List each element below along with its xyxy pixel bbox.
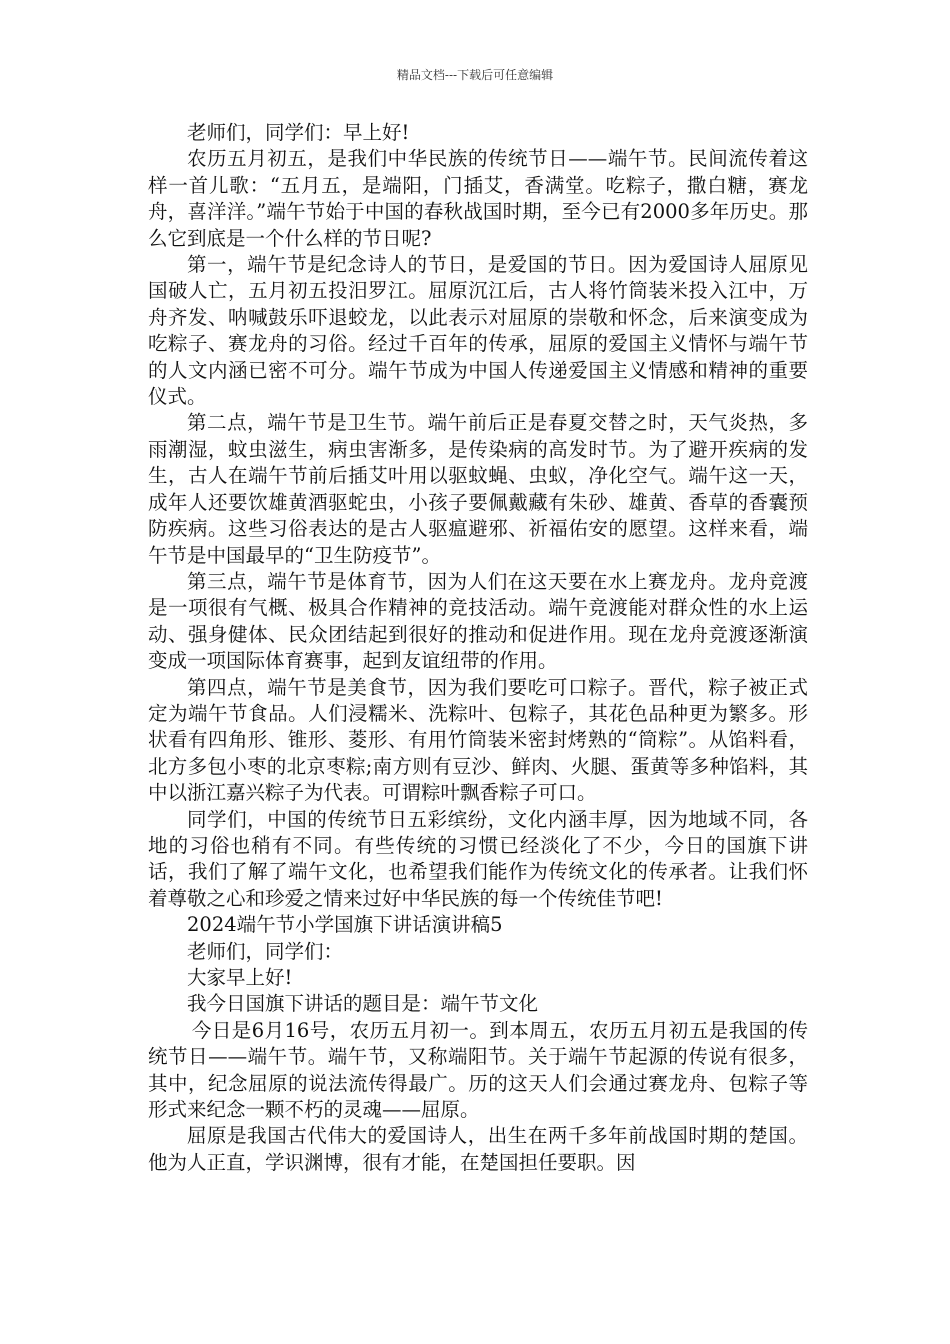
document-body — [148, 120, 808, 1176]
paragraph-intro: 农历五月初五，是我们中华民族的传统节日——端午节。民间流传着这样一首儿歌：“五月五，是端阳，门插艾，香满堂。吃粽子，撒白糖，赛龙舟，喜洋洋。”端午节始于中国的春秋战国时期，至今已有2000多年历史。那么它到底是一个什么样的节日呢? — [148, 147, 808, 250]
paragraph-date: 今日是6月16号，农历五月初一。到本周五，农历五月初五是我国的传统节日——端午节。端午节，又称端阳节。关于端午节起源的传说有很多，其中，纪念屈原的说法流传得最广。历的这天人们会通过赛龙舟、包粽子等形式来纪念一颗不朽的灵魂——屈原。 — [148, 1018, 808, 1122]
paragraph-point-three: 第三点，端午节是体育节，因为人们在这天要在水上赛龙舟。龙舟竞渡是一项很有气概、极具合作精神的竞技活动。端午竞渡能对群众性的水上运动、强身健体、民众团结起到很好的推动和促进作用。现在龙舟竞渡逐渐演变成一项国际体育赛事，起到友谊纽带的作用。 — [148, 569, 808, 673]
paragraph-point-four: 第四点，端午节是美食节，因为我们要吃可口粽子。晋代，粽子被正式定为端午节食品。人们浸糯米、洗粽叶、包粽子，其花色品种更为繁多。形状看有四角形、锥形、菱形、有用竹筒装米密封烤熟的“筒粽”。从馅料看，北方多包小枣的北京枣粽;南方则有豆沙、鲜肉、火腿、蛋黄等多种馅料，其中以浙江嘉兴粽子为代表。可谓粽叶飘香粽子可口。 — [148, 675, 808, 805]
page-header: 精品文档---下载后可任意编辑 — [396, 68, 554, 82]
paragraph-conclusion: 同学们，中国的传统节日五彩缤纷，文化内涵丰厚，因为地域不同，各地的习俗也稍有不同。有些传统的习惯已经淡化了不少，今日的国旗下讲话，我们了解了端午文化，也希望我们能作为传统文化的传承者。让我们怀着尊敬之心和珍爱之情来过好中华民族的每一个传统佳节吧! — [148, 807, 808, 910]
paragraph-topic: 我今日国旗下讲话的题目是：端午节文化 — [187, 992, 539, 1016]
paragraph-quyuan: 屈原是我国古代伟大的爱国诗人，出生在两千多年前战国时期的楚国。他为人正直，学识渊博，很有才能，在楚国担任要职。因 — [148, 1124, 808, 1174]
paragraph-greeting-2: 大家早上好! — [187, 966, 293, 989]
paragraph-greeting: 老师们，同学们：早上好! — [187, 121, 410, 144]
paragraph-point-two: 第二点，端午节是卫生节。端午前后正是春夏交替之时，天气炎热，多雨潮湿，蚊虫滋生，病虫害渐多，是传染病的高发时节。为了避开疾病的发生，古人在端午节前后插艾叶用以驱蚊蝇、虫蚁，净化空气。端午这一天，成年人还要饮雄黄酒驱蛇虫，小孩子要佩戴藏有朱砂、雄黄、香草的香囊预防疾病。这些习俗表达的是古人驱瘟避邪、祈福佑安的愿望。这样来看，端午节是中国最早的“卫生防疫节”。 — [148, 411, 808, 567]
paragraph-point-one: 第一，端午节是纪念诗人的节日，是爱国的节日。因为爱国诗人屈原见国破人亡，五月初五投汨罗江。屈原沉江后，古人将竹筒装米投入江中，万舟齐发、呐喊鼓乐吓退蛟龙，以此表示对屈原的崇敬和怀念，后来演变成为吃粽子、赛龙舟的习俗。经过千百年的传承，屈原的爱国主义情怀与端午节的人文内涵已密不可分。端午节成为中国人传递爱国主义情感和精神的重要仪式。 — [148, 253, 808, 409]
speech-title: 2024端午节小学国旗下讲话演讲稿5 — [187, 913, 503, 937]
paragraph-salutation: 老师们，同学们： — [187, 939, 344, 963]
